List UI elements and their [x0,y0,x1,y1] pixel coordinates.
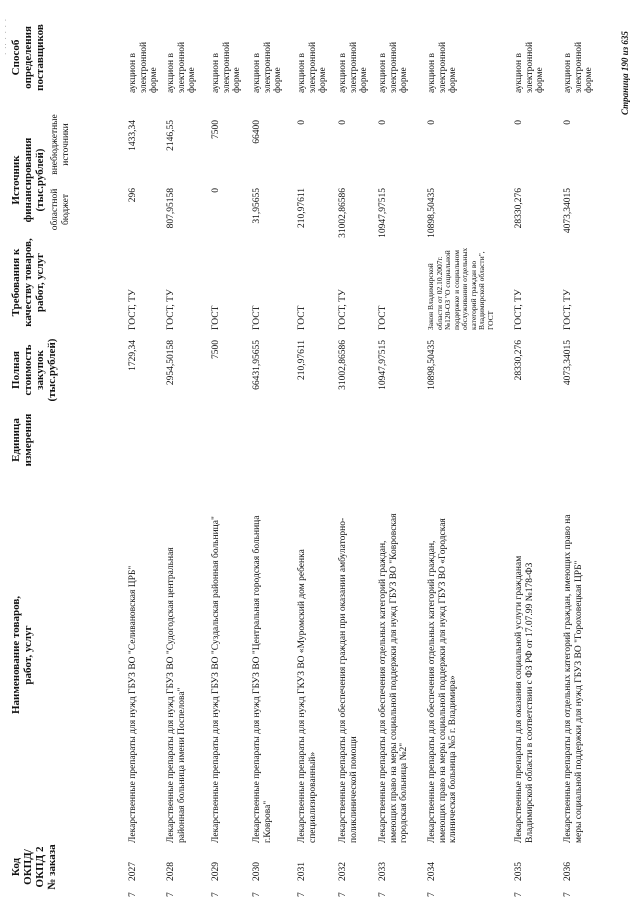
row-order-number: 2035 [514,862,524,881]
row-funding-offbudget: 2146,55 [166,120,176,151]
row-method: аукцион в электронной форме [128,41,159,93]
row-total: 210,97611 [297,340,307,381]
row-order-number: 2032 [338,862,348,881]
row-col: 7 [338,892,348,897]
row-requirements: ГОСТ, ТУ [166,289,176,330]
row-name: Лекарственные препараты для нужд ГБУЗ ВО "Судогодская центральная районная больница имени Поспелова" [166,547,187,843]
row-order-number: 2034 [427,862,437,881]
row-order-number: 2030 [252,862,262,881]
row-method: аукцион в электронной форме [297,41,328,93]
header-method: Способ определения поставщиков [10,24,46,91]
row-funding-offbudget: 1433,34 [128,120,138,151]
row-total: 10898,50435 [427,340,437,390]
row-requirements: ГОСТ, ТУ [338,289,348,330]
row-name: Лекарственные препараты для нужд ГБУЗ ВО "Селивановская ЦРБ" [128,565,138,843]
row-requirements: ГОСТ [211,305,221,330]
row-funding-offbudget: 0 [378,120,388,125]
row-total: 4073,34015 [563,340,573,386]
row-name: Лекарственные препараты для обеспечения отдельных категорий граждан, имеющих право на меры социальной поддержки для нужд ГБУЗ ВО «Городская клиническая больница №5 г. Владимира» [427,518,458,843]
header-funding-offbudget: внебюджетные источники [50,114,71,175]
header-total: Полная стоимость закупок (тыс.рублей) [10,338,58,402]
row-funding-regional: 807,95158 [166,188,176,229]
row-col: 7 [563,892,573,897]
row-funding-regional: 28330,276 [514,188,524,229]
row-funding-regional: 10898,50435 [427,188,437,238]
row-funding-offbudget: 0 [514,120,524,125]
row-requirements: ГОСТ, ТУ [563,289,573,330]
row-total: 1729,34 [128,340,138,371]
row-name: Лекарственные препараты для обеспечения граждан при оказании амбулаторно-поликлинической помощи [338,517,359,843]
row-order-number: 2036 [563,862,573,881]
row-funding-regional: 31,95655 [252,188,262,224]
row-method: аукцион в электронной форме [563,41,594,93]
row-funding-offbudget: 0 [563,120,573,125]
row-funding-regional: 210,97611 [297,188,307,229]
row-method: аукцион в электронной форме [252,41,283,93]
row-funding-regional: 0 [211,188,221,193]
header-requirements: Требования к качеству товаров, работ, услуг [10,238,46,327]
row-name: Лекарственные препараты для обеспечения отдельных категорий граждан, имеющих право на меры социальной поддержки для нужд ГБУЗ ВО "Ковровская городская больница №2" [378,513,409,843]
row-funding-offbudget: 66400 [252,120,262,144]
row-total: 2954,50158 [166,340,176,386]
header-unit: Единица измерения [10,413,34,467]
row-col: 7 [166,892,176,897]
row-col: 7 [211,892,221,897]
row-order-number: 2029 [211,862,221,881]
row-name: Лекарственные препараты для нужд ГБУЗ ВО "Суздальская районная больница" [211,516,221,843]
row-total: 10947,97515 [378,340,388,390]
row-order-number: 2027 [128,862,138,881]
row-funding-offbudget: 0 [427,120,437,125]
row-method: аукцион в электронной форме [166,41,197,93]
row-funding-offbudget: 0 [338,120,348,125]
header-funding-regional: областной бюджет [50,188,71,231]
header-funding: Источник финансирования (тыс.рублей) [10,137,46,223]
row-funding-regional: 31002,86586 [338,188,348,238]
row-requirements: ГОСТ, ТУ [514,289,524,330]
header-name: Наименование товаров, работ, услуг [10,595,34,715]
row-requirements: ГОСТ, ТУ [128,289,138,330]
row-total: 7500 [211,340,221,359]
row-order-number: 2028 [166,862,176,881]
row-col: 7 [252,892,262,897]
row-name: Лекарственные препараты для оказания социальной услуги гражданам Владимирской области в соответствии с ФЗ РФ от 17.07.99 №178-ФЗ [514,555,535,843]
row-col: 7 [427,892,437,897]
row-col: 7 [378,892,388,897]
row-funding-offbudget: 7500 [211,120,221,139]
row-method: аукцион в электронной форме [427,41,458,93]
row-total: 66431,95655 [252,340,262,390]
row-col: 7 [297,892,307,897]
row-total: 28330,276 [514,340,524,381]
row-col: 7 [128,892,138,897]
corner-mark: · ·· · · · · [2,17,10,55]
row-funding-offbudget: 0 [297,120,307,125]
row-requirements: Закон Владимирской области от 02.10.2007г. №120-ОЗ "О социальной поддержке и социальном обслуживании отдельных категорий граждан во Владимирской области", ГОСТ [426,247,495,330]
row-col: 7 [514,892,524,897]
row-order-number: 2033 [378,862,388,881]
row-method: аукцион в электронной форме [211,41,242,93]
row-method: аукцион в электронной форме [378,41,409,93]
row-method: аукцион в электронной форме [514,41,545,93]
row-name: Лекарственные препараты для отдельных категорий граждан, имеющих право на меры социальной поддержки для нужд ГБУЗ ВО "Гороховецкая ЦРБ" [563,514,584,843]
row-requirements: ГОСТ [297,305,307,330]
row-name: Лекарственные препараты для нужд ГБУЗ ВО "Центральная городская больница г.Коврова" [252,515,273,843]
header-code: Код ОКПД/ ОКПД 2 № заказа [10,844,58,890]
row-total: 31002,86586 [338,340,348,390]
page-number: Страница 190 из 635 [620,31,630,115]
row-name: Лекарственные препараты для нужд ГКУЗ ВО «Муромский дом ребенка специализированный» [297,549,318,843]
row-method: аукцион в электронной форме [338,41,369,93]
row-funding-regional: 4073,34015 [563,188,573,234]
row-requirements: ГОСТ [378,305,388,330]
row-order-number: 2031 [297,862,307,881]
row-requirements: ГОСТ [252,305,262,330]
row-funding-regional: 10947,97515 [378,188,388,238]
row-funding-regional: 296 [128,188,138,203]
